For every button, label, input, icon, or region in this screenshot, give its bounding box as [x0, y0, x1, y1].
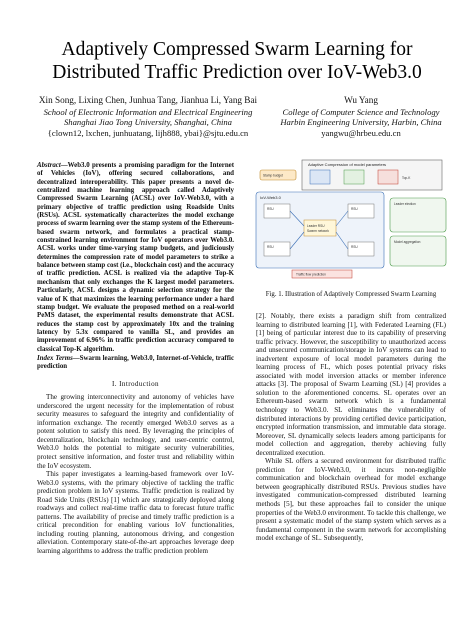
author-names: Wu Yang [344, 95, 378, 105]
model-aggregation-label: Model aggregation [394, 240, 421, 244]
paragraph: This paper investigates a learning-based framework over IoV-Web3.0 systems, with the primary objective of tackling the traffic prediction problem in IoV systems. Traffic prediction is realized by Road Side Units (RSUs) [1] which are strategically deployed along roadways and collect real-time traffic data to forecast future traffic patterns. The availability of precise and timely traffic prediction is a critical precondition for enabling various IoV functionalities, including routing planning, autonomous driving, and congestion alleviation. Contemporary state-of-the-art approaches leverage deep learning algorithms to address the traffic prediction problem [37, 470, 234, 555]
rsu-label: RSU [267, 245, 274, 249]
author-names: Xin Song, Lixing Chen, Junhua Tang, Jianhua Li, Yang Bai [38, 95, 258, 105]
affiliation-line: Shanghai Jiao Tong University, Shanghai, China [64, 117, 232, 128]
figure-illustration [252, 158, 450, 280]
author-email: {clown12, lxchen, junhuatang, lijh888, ybai}@sjtu.edu.cn [47, 127, 249, 138]
traffic-flow-label: Traffic flow prediction [296, 272, 326, 277]
title-line-2: Distributed Traffic Prediction over IoV-Web3.0 [52, 62, 422, 83]
paragraph: The growing interconnectivity and autonomy of vehicles have underscored the urgent necessity for the implementation of robust security measures to safeguard the integrity and confidentiality of information exchange. The recently emerged Web3.0 serves as a potent solution to satisfy this need. By leveraging the principles of decentralization, blockchain technology, and user-centric control, Web3.0 holds the potential to mitigate security vulnerabilities, protect sensitive information, and foster trust and reliability within the IoV ecosystem. [37, 393, 234, 470]
index-terms-label: Index Terms [37, 354, 73, 362]
affiliation-line: School of Electronic Information and Electrical Engineering [43, 106, 253, 117]
leader-rsu-label: Leader RSU [307, 224, 325, 228]
abstract-text: —Web3.0 presents a promising paradigm for the Internet of Vehicles (IoV), offering secured collaborations, and decentralized interoperability. This paper presents a novel de-centralized machine learning approach called Adaptively Compressed Swarm Learning (ACSL) over IoV-Web3.0, with a primary objective of traffic prediction using Roadside Units (RSUs). ACSL systematically characterizes the model exchange process of swarm learning over the stamp system of the Ethereum-based swarm network, and formulates a practical stamp-constrained learning environment for IoV operators over Web3.0. ACSL works under time-varying stamp budgets, and judiciously determines the compression rate of model parameters to strike a balance between stamp cost (i.e., blockchain cost) and the accuracy of traffic prediction. ACSL is realized via the adaptive Top-K mechanism that only exchanges the K largest model parameters. Particularly, ACSL designs a dynamic selection strategy for the value of K that maximizes the learning performance under a hard stamp budget. We evaluate the proposed method on a real-world PeMS dataset, the experimental results demonstrate that ACSL reduces the stamp cost by approximately 10x and the training latency by 5.3x compared to vanilla SL, and provides an improvement of 6.96% in traffic prediction accuracy compared to classical Top-K algorithm. [37, 162, 234, 353]
figure-1 [252, 158, 450, 280]
author-block-right [276, 95, 446, 138]
leader-rsu-node [304, 220, 336, 236]
left-column [37, 162, 234, 556]
author-email: yangwu@hrbeu.edu.cn [321, 127, 401, 138]
right-column [256, 312, 446, 543]
parameter-matrix [310, 170, 330, 184]
index-terms-text: —Swarm learning, Web3.0, Internet-of-Vehicle, traffic prediction [37, 354, 234, 371]
rsu-label: RSU [267, 207, 274, 211]
affiliation-line: College of Computer Science and Technology [282, 106, 440, 117]
author-block-left [28, 95, 268, 138]
paper-title [0, 38, 474, 84]
parameter-matrix [378, 170, 398, 184]
affiliation-line: Harbin Engineering University, Harbin, China [280, 117, 442, 128]
abstract [37, 162, 234, 354]
rsu-label: RSU [351, 207, 358, 211]
leader-election-label: Leader election [394, 202, 416, 206]
stamp-budget-label: Stamp budget [263, 173, 283, 178]
paragraph: While SL offers a secured environment for distributed traffic prediction for IoV-Web3.0, it incurs non-negligible communication and blockchain overhead for model exchange between geographically distributed RSUs. Previous studies have investigated communication-compressed distributed learning methods [5], but these approaches fail to consider the unique properties of the Web3.0 environment. To tackle this challenge, we present a systematic model of the stamp system which serves as a fundamental component in the swarm network for accomplishing model exchange of SL. Subsequently, [256, 457, 446, 543]
title-line-1: Adaptively Compressed Swarm Learning for [61, 39, 413, 60]
paragraph: [2]. Notably, there exists a paradigm shift from centralized learning to distributed learning [1], with Federated Learning (FL) [1] being of particular interest due to its capability of preserving traffic privacy. However, the susceptibility to unauthorized access and unsecured communication/storage in IoV systems can lead to inadvertent exposure of local model parameters during the learning process of FL, which poses potential privacy risks associated with model inversion attacks or member inference attacks [3]. The proposal of Swarm Learning (SL) [4] provides a solution to the aforementioned concerns. SL operates over an Ethereum-based swarm network which is a fundamental technology to Web3.0. SL eliminates the vulnerability of distributed interactions by providing certified device participation, encrypted information transmission, and immutable data storage. Moreover, SL dynamically selects leaders among participants for model collection and aggregation, thereby achieving fully decentralized execution. [256, 312, 446, 457]
figure-caption: Fig. 1. Illustration of Adaptively Compressed Swarm Learning [265, 291, 437, 298]
top-k-label: Top-K [402, 176, 411, 180]
swarm-network-label: Swarm network [307, 229, 329, 233]
index-terms [37, 355, 234, 372]
parameter-matrix [344, 170, 364, 184]
section-heading: I. Introduction [112, 379, 159, 388]
compression-panel-label: Adaptive Compression of model parameters [308, 162, 387, 167]
rsu-label: RSU [351, 245, 358, 249]
abstract-label: Abstract [37, 162, 61, 169]
iov-web3-label: IoV-Web3.0 [260, 195, 281, 200]
